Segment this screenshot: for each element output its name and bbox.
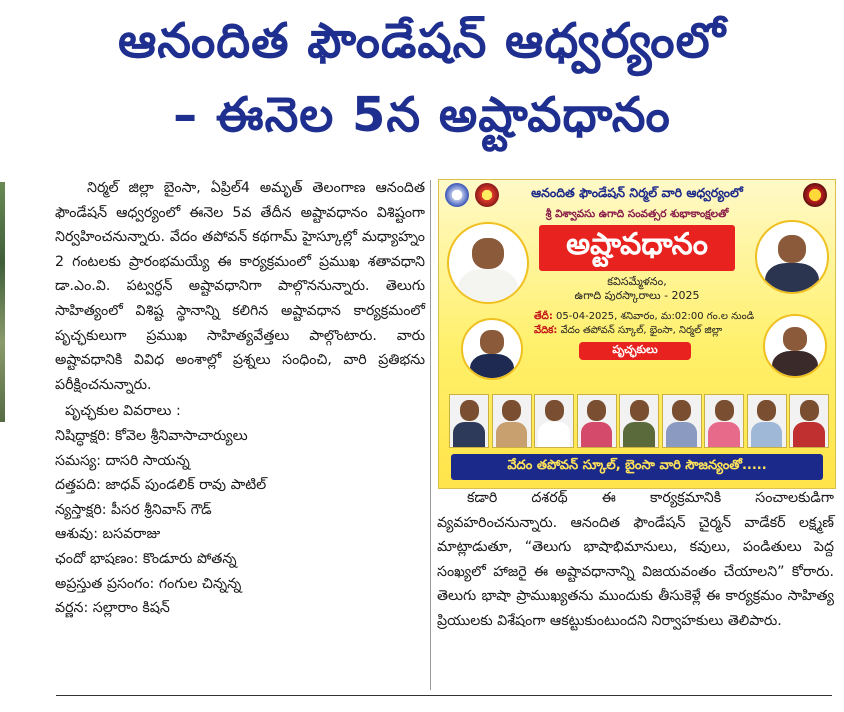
photo-face [715, 400, 734, 421]
adjacent-photo-edge [0, 182, 5, 422]
questioner-photo [747, 394, 787, 448]
right-article-paragraph: కడారి దశరథ్ ఈ కార్యక్రమానికి సంచాలకుడిగా వ్యవహరించనున్నారు. ఆనందిత ఫౌండేషన్ చైర్మన్ వాడేకర్ లక్ష్మణ్ మాట్లాడుతూ, “తెలుగు భాషాభిమానులు, కవులు, పండితులు పెద్ద సంఖ్యలో హాజరై ఈ అష్టావధానాన్ని విజయవంతం చేయాలని” కోరారు. తెలుగు భాషా ప్రాముఖ్యతను ముందుకు తీసుకెళ్లే ఈ కార్యక్రమం సాహిత్య ప్రియులకు విశేషంగా ఆకట్టుకుంటుందని నిర్వాహకులు తెలిపారు. [437, 490, 834, 629]
poster-venue [534, 324, 834, 338]
headline-line-2: – ఈనెల 5న అష్టావధానం [173, 87, 671, 143]
venue-text: వేదం తపోవన్ స్కూల్, భైంసా, నిర్మల్ జిల్లా [560, 325, 723, 336]
photo-face [587, 400, 606, 421]
questioner-photo [577, 394, 617, 448]
venue-label: వేదిక: [534, 325, 558, 336]
poster-tagline [439, 275, 835, 303]
poster-banner: అష్టావధానం [539, 225, 735, 271]
questioner-row: దత్తపది: జాధవ్ పుండలిక్ రావు పాటిల్ [55, 477, 267, 494]
photo-body [453, 422, 485, 448]
photo-face [630, 400, 649, 421]
poster-greeting: శ్రీ విశ్వావసు ఉగాది సంవత్సర శుభాకాంక్షలతో [545, 208, 729, 220]
photo-face [460, 400, 479, 421]
bottom-rule [56, 695, 832, 696]
portrait-face [480, 330, 503, 353]
photo-face [672, 400, 691, 421]
photo-body [708, 422, 740, 448]
questioner-photo [449, 394, 489, 448]
poster-tag-1: కవిసమ్మేళనం, [607, 275, 667, 288]
portrait-body [470, 354, 514, 380]
questioner-row: వర్ణన: సల్లారాం కిషన్ [55, 600, 170, 617]
left-article-paragraph: నిర్మల్ జిల్లా బైంసా, ఏప్రిల్4 అమృత్ తెలంగాణ ఆనందిత ఫౌండేషన్ ఆధ్వర్యంలో ఈనెల 5వ తేదీన అష్టావధానం విశిష్టంగా నిర్వహించనున్నారు. వేదం తపోవన్ కథగామ్ హైస్కూల్లో మధ్యాహ్నం 2 గంటలకు ప్రారంభమయ్యే ఈ కార్యక్రమంలో ప్రముఖ శతావధాని డా.ఎం.వి. పట్వర్ధన్ అష్టావధానిగా పాల్గొననున్నారు. తెలుగు సాహిత్యంలో విశిష్ట స్థానాన్ని కలిగిన అష్టావధాన కార్యక్రమంలో పృచ్ఛకులుగా ప్రముఖ సాహిత్యవేత్తలు పాల్గొంటారు. వారు అష్టావధానికి వివిధ అంశాల్లో ప్రశ్నలు సంధించి, వారి ప్రతిభను పరీక్షించనున్నారు. [55, 180, 425, 393]
portrait-body [772, 351, 818, 378]
poster-date [534, 310, 834, 324]
left-article [55, 176, 425, 621]
questioner-row: న్యస్తాక్షరి: పీసర శ్రీనివాస్ గౌడ్ [55, 501, 212, 518]
photo-body [793, 422, 825, 448]
photo-body [751, 422, 783, 448]
portrait-face [778, 235, 806, 263]
questioners-pill: పృచ్ఛకులు [579, 342, 691, 360]
date-label: తేదీ: [534, 311, 553, 322]
questioner-row: అప్రస్తుత ప్రసంగం: గంగుల చిన్నన్న [55, 575, 242, 592]
photo-body [496, 422, 528, 448]
questioner-row: ఛందో భాషణం: కొండూరు పోతన్న [55, 550, 237, 567]
poster-top-line: ఆనందిత ఫౌండేషన్ నిర్మల్ వారి ఆధ్వర్యంలో [531, 184, 743, 200]
photo-body [666, 422, 698, 448]
questioner-photos [449, 394, 829, 450]
photo-body [581, 422, 613, 448]
questioner-photo [662, 394, 702, 448]
headline [0, 4, 844, 152]
photo-face [757, 400, 776, 421]
portrait-face [472, 238, 503, 269]
poster-tag-2: ఉగాది పురస్కారాలు - 2025 [574, 289, 700, 302]
event-poster [438, 179, 836, 489]
questioner-photo [704, 394, 744, 448]
questioner-photo [619, 394, 659, 448]
headline-line-1: ఆనందిత ఫౌండేషన్ ఆధ్వర్యంలో [117, 13, 727, 69]
questioner-row: నిషిద్ధాక్షరి: కోవెల శ్రీనివాసాచార్యులు [55, 427, 248, 444]
questioners-subheading: పృచ్ఛకుల వివరాలు : [65, 403, 181, 420]
questioner-row: సమస్య: దాసరి సాయన్న [55, 452, 190, 469]
photo-face [545, 400, 564, 421]
photo-body [538, 422, 570, 448]
conductor-portrait [461, 318, 523, 380]
poster-date-venue [534, 310, 834, 338]
date-text: 05-04-2025, శనివారం, మ:02:00 గం.ల నుండి [556, 311, 755, 322]
photo-face [502, 400, 521, 421]
column-divider [430, 180, 431, 690]
photo-face [800, 400, 819, 421]
poster-courtesy: వేదం తపోవన్ స్కూల్, బైంసా వారి సౌజన్యంతో..... [451, 454, 823, 480]
questioner-photo [789, 394, 829, 448]
questioner-photo [534, 394, 574, 448]
photo-body [623, 422, 655, 448]
questioner-photo [492, 394, 532, 448]
questioner-row: ఆశువు: బసవరాజు [55, 526, 161, 543]
